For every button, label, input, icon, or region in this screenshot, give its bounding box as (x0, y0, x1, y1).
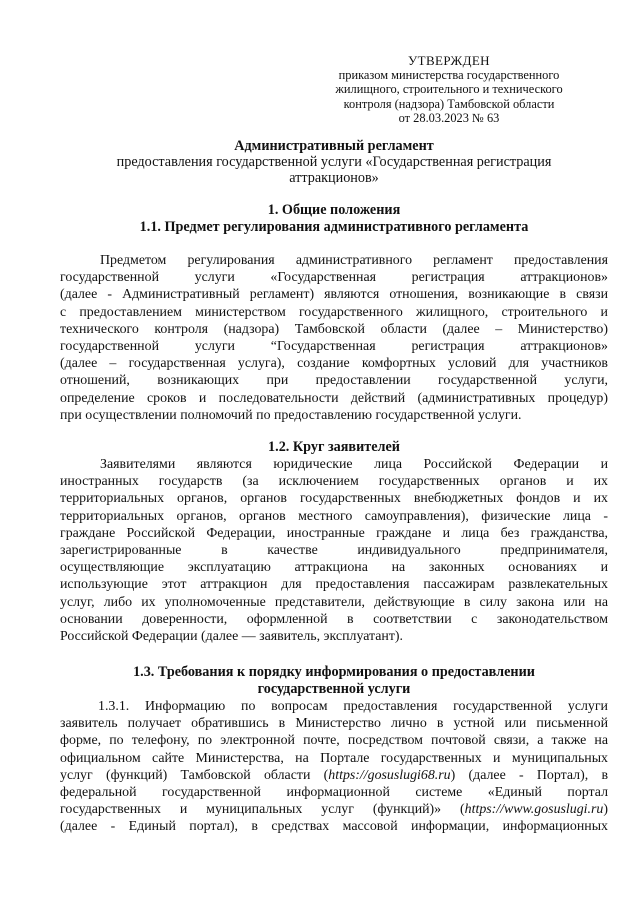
approval-heading: УТВЕРЖДЕН (408, 53, 490, 68)
text-line: Предметом регулирования административного регламент предоставления (100, 253, 608, 268)
text-line: граждане Российской Федерации, иностранные граждане и лица без гражданства, (60, 525, 608, 541)
approval-line: приказом министерства государственного (338, 68, 560, 83)
title-sub: аттракционов» (289, 170, 379, 187)
text-line: (далее - Административный регламент) являются отношения, возникающие в связи (60, 287, 608, 303)
title-main: Административный регламент (234, 138, 434, 154)
text-line (60, 801, 608, 818)
text-line: услуг, либо их уполномоченные представители, действующие в силу закона или на (60, 594, 608, 610)
text-line: официальном сайте Министерства, на Портале государственных и муниципальных (60, 750, 608, 766)
section-1-1-heading: 1.1. Предмет регулирования административного регламента (139, 219, 529, 235)
text-line: иностранных государств (за исключением государственных органов и их (60, 474, 608, 490)
approval-stamp (300, 54, 598, 125)
text-line: Российской Федерации (далее — заявитель, эксплуатант). (60, 628, 404, 644)
approval-date: от 28.03.2023 № 63 (398, 110, 500, 125)
section-1-1-paragraph (60, 252, 608, 424)
text-line: федеральной государственной информационной системе «Единый портал (60, 784, 608, 800)
title-sub: предоставления государственной услуги «Государственная регистрация (116, 154, 552, 171)
approval-line: контроля (надзора) Тамбовской области (343, 96, 555, 111)
unified-portal-link[interactable]: https://www.gosuslugi.ru (464, 802, 604, 818)
text-line: 1.3.1. Информацию по вопросам предоставления государственной услуги (98, 699, 608, 714)
text-line: (далее - Единый портал), в средствах массовой информации, информационных (60, 819, 608, 835)
text-fragment: ) (603, 802, 608, 818)
text-line: заявитель получает обратившись в Министерство лично в устной или письменной (60, 716, 608, 732)
text-line: определение сроков и последовательности действий (административных процедур) (60, 390, 608, 406)
text-line: территориальных органов, органов государственных внебюджетных фондов и их (60, 491, 608, 507)
text-line: (далее – государственная услуга), создание комфортных условий для участников (60, 356, 608, 372)
text-line: при осуществлении полномочий по предоставлению государственной услуги. (60, 407, 522, 423)
text-line (60, 767, 608, 784)
section-1-3-heading: 1.3. Требования к порядку информирования о предоставлении (133, 664, 535, 680)
section-1-2-paragraph (60, 456, 608, 645)
text-line: государственной услуги “Государственная регистрация аттракционов» (60, 338, 608, 354)
document-title (60, 138, 608, 187)
text-fragment: услуг (функций) Тамбовской области ( (60, 767, 329, 783)
section-1-3-paragraph (60, 698, 608, 836)
text-line: с предоставлением министерством государственного жилищного, строительного и (60, 304, 608, 320)
portal-link[interactable]: https://gosuslugi68.ru (328, 767, 451, 783)
text-line: Заявителями являются юридические лица Российской Федерации и (100, 457, 608, 472)
text-line: основании доверенности, оформленной в соответствии с законодательством (60, 611, 608, 627)
text-line: территориальных органов, органов местного самоуправления), физические лица - (60, 508, 608, 524)
section-1-heading: 1. Общие положения (267, 202, 401, 218)
text-line: зарегистрированные в качестве индивидуального предпринимателя, (60, 542, 608, 558)
text-line: отношений, возникающих при предоставлении государственной услуги, (60, 373, 608, 389)
text-fragment: государственных и муниципальных услуг (функций)» ( (60, 802, 465, 818)
text-line: использующие этот аттракцион для предоставления пассажирам развлекательных (60, 577, 608, 593)
section-1-2-heading: 1.2. Круг заявителей (268, 439, 400, 455)
text-line: государственной услуги «Государственная регистрация аттракционов» (60, 270, 608, 286)
text-line: осуществляющие эксплуатацию аттракциона на законных основаниях и (60, 560, 608, 576)
section-1-3-heading-cont: государственной услуги (257, 681, 411, 697)
text-fragment: ) (далее - Портал), в (450, 767, 608, 783)
approval-line: жилищного, строительного и технического (335, 82, 563, 97)
text-line: форме, по телефону, по электронной почте, посредством почтовой связи, а также на (60, 733, 608, 749)
text-line: технического контроля (надзора) Тамбовской области (далее – Министерство) (60, 321, 608, 337)
